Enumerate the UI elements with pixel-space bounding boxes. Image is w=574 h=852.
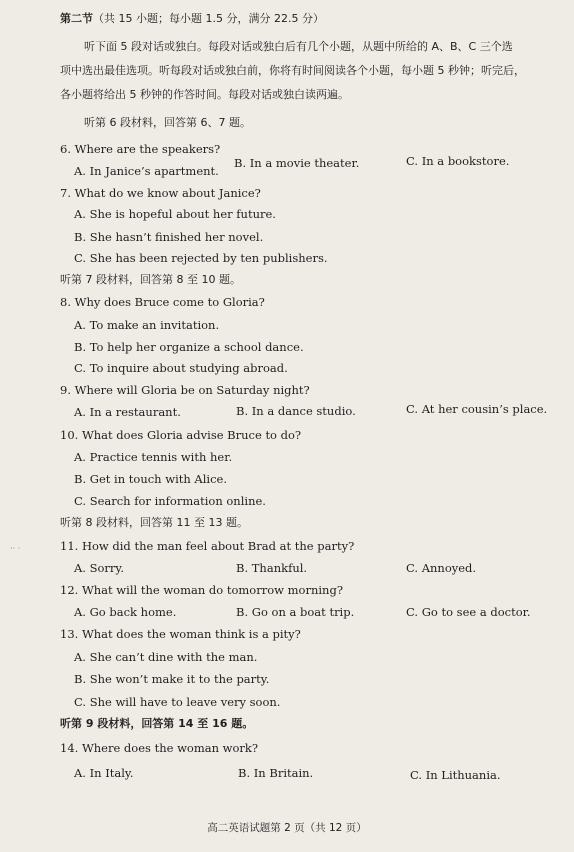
option-c: C. In a bookstore. [406,154,510,168]
option-a: A. In Italy. [74,766,134,780]
question-stem: 14. Where does the woman work? [60,741,259,755]
option-a: A. To make an invitation. [74,318,220,332]
option-b: B. In a movie theater. [234,156,360,170]
question-stem: 9. Where will Gloria be on Saturday night? [60,383,310,397]
option-c: C. She will have to leave very soon. [74,695,281,709]
option-a: A. Practice tennis with her. [74,450,233,464]
option-b: B. In a dance studio. [236,404,356,418]
option-c: C. At her cousin’s place. [406,402,548,416]
section-subtitle: （共 15 小题；每小题 1.5 分，满分 22.5 分） [93,12,324,25]
option-b: B. She hasn’t finished her novel. [74,230,264,244]
option-a: A. She can’t dine with the man. [74,650,258,664]
group-heading: 听第 6 段材料，回答第 6、7 题。 [84,116,251,129]
option-c: C. She has been rejected by ten publishers. [74,251,328,265]
question-stem: 12. What will the woman do tomorrow morning? [60,583,343,597]
option-b: B. Thankful. [236,561,308,575]
page-footer: 高二英语试题第 2 页（共 12 页） [207,822,367,834]
option-a: A. Sorry. [74,561,125,575]
group-heading: 听第 9 段材料，回答第 14 至 16 题。 [60,717,254,730]
question-stem: 10. What does Gloria advise Bruce to do? [60,428,302,442]
option-b: B. Go on a boat trip. [236,605,355,619]
option-b: B. In Britain. [238,766,314,780]
option-c: C. Go to see a doctor. [406,605,531,619]
option-b: B. Get in touch with Alice. [74,472,227,486]
option-c: C. In Lithuania. [410,768,501,782]
page-mark: ·· · [10,544,21,553]
question-stem: 11. How did the man feel about Brad at the party? [60,539,355,553]
question-stem: 13. What does the woman think is a pity? [60,627,301,641]
instruction-line: 各小题将给出 5 秒钟的作答时间。每段对话或独白读两遍。 [60,88,349,101]
option-b: B. She won’t make it to the party. [74,672,270,686]
option-a: A. She is hopeful about her future. [74,207,276,221]
question-stem: 7. What do we know about Janice? [60,186,261,200]
instruction-line: 项中选出最佳选项。听每段对话或独白前，你将有时间阅读各个小题，每小题 5 秒钟；听完后， [60,64,525,77]
group-heading: 听第 8 段材料，回答第 11 至 13 题。 [60,516,248,529]
instruction-line: 听下面 5 段对话或独白。每段对话或独白后有几个小题，从题中所给的 A、B、C 三个选 [84,40,513,53]
option-b: B. To help her organize a school dance. [74,340,304,354]
question-stem: 6. Where are the speakers? [60,142,221,156]
option-c: C. Annoyed. [406,561,477,575]
section-title: 第二节 [60,12,93,25]
option-a: A. In a restaurant. [74,405,181,419]
group-heading: 听第 7 段材料，回答第 8 至 10 题。 [60,273,241,286]
option-a: A. In Janice’s apartment. [74,164,219,178]
section-header [60,12,324,26]
option-c: C. Search for information online. [74,494,266,508]
question-stem: 8. Why does Bruce come to Gloria? [60,295,265,309]
option-c: C. To inquire about studying abroad. [74,361,288,375]
option-a: A. Go back home. [74,605,177,619]
